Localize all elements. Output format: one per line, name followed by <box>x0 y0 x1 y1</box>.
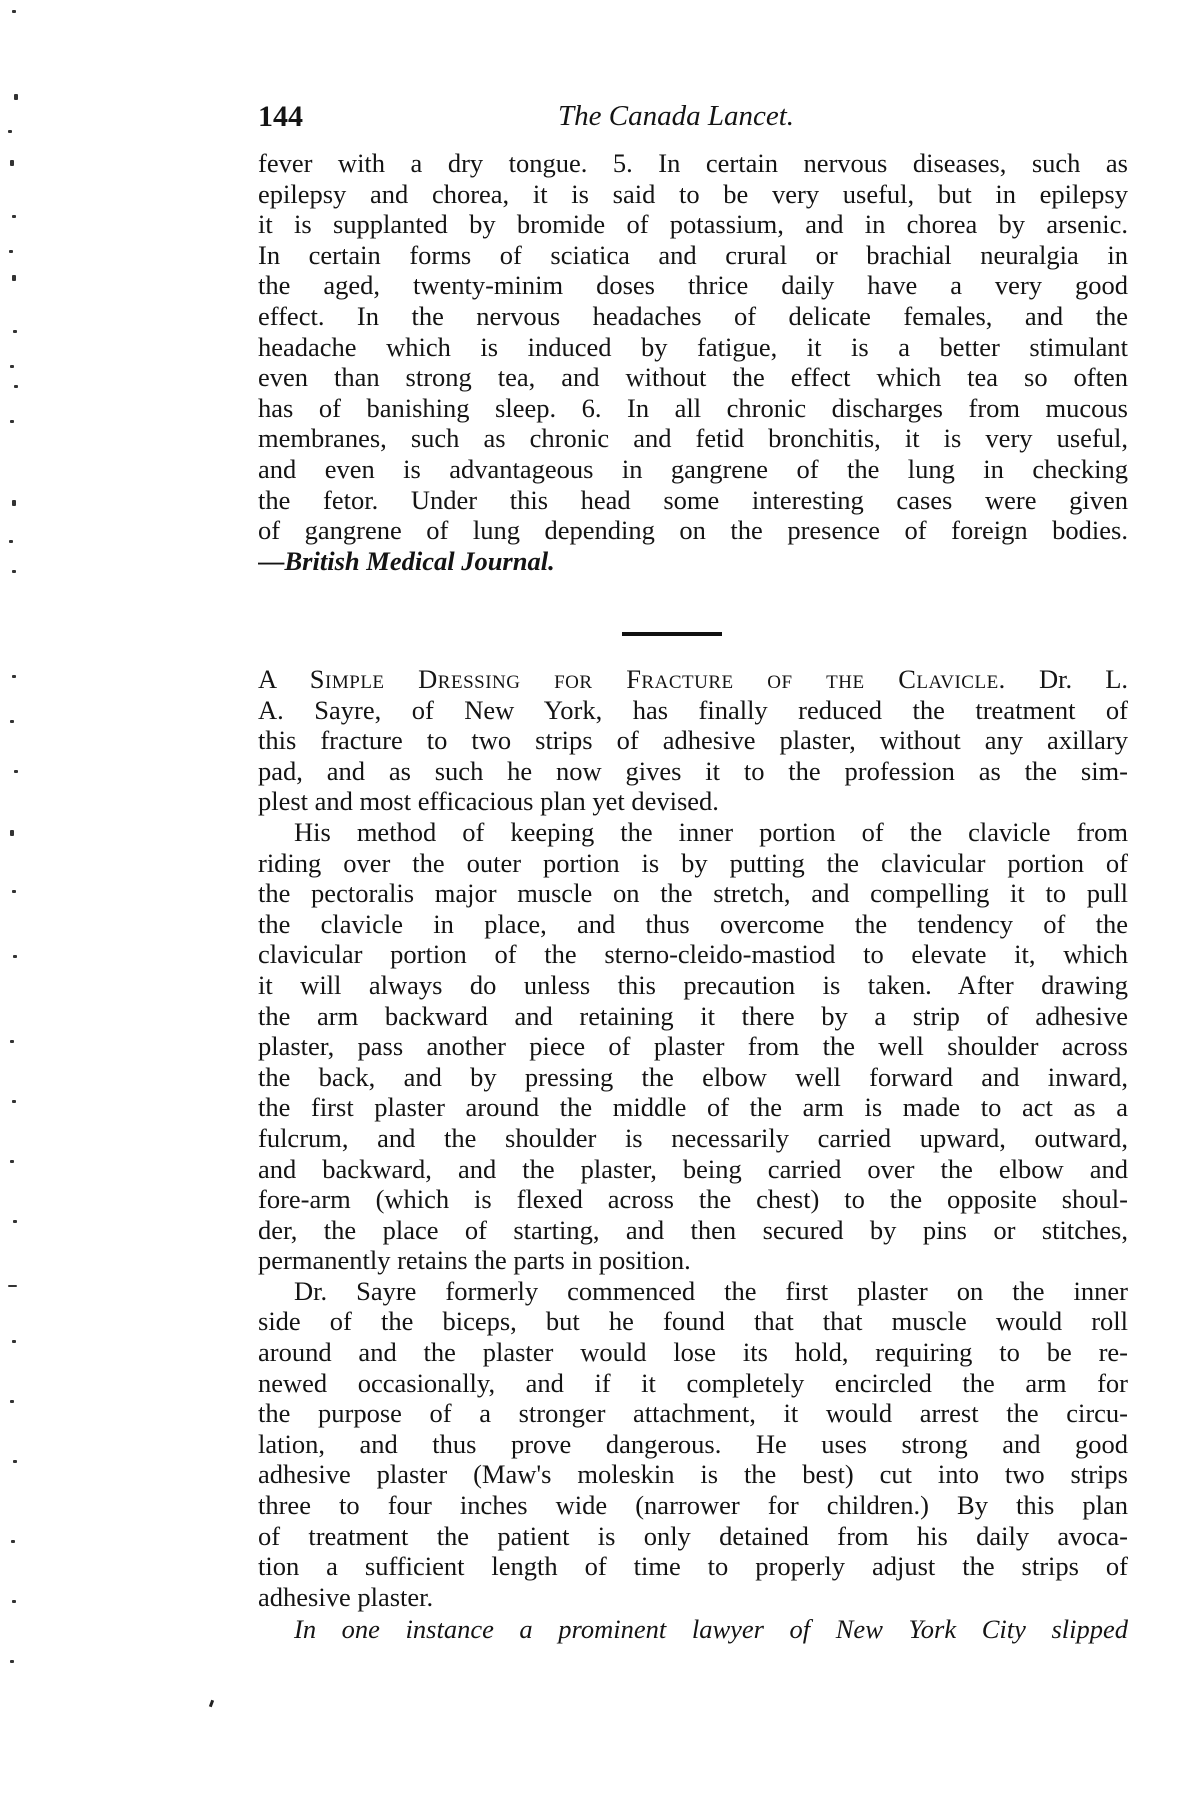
body-line: the first plaster around the middle of the arm is made to act as a <box>258 1092 1128 1123</box>
speck <box>14 94 18 100</box>
speck <box>11 1540 15 1543</box>
body-line: In one instance a prominent lawyer of New York City slipped <box>294 1614 1128 1645</box>
page-header <box>258 100 1128 140</box>
speck <box>13 1220 17 1223</box>
body-line: plaster, pass another piece of plaster from the well shoulder across <box>258 1031 1128 1062</box>
body-line: riding over the outer portion is by putting the clavicular portion of <box>258 847 1128 878</box>
top-section <box>258 148 1128 576</box>
body-line: newed occasionally, and if it completely encircled the arm for <box>258 1367 1128 1398</box>
article <box>258 664 1128 1645</box>
body-line: side of the biceps, but he found that that muscle would roll <box>258 1306 1128 1337</box>
body-line: the arm backward and retaining it there by a strip of adhesive <box>258 1000 1128 1031</box>
speck <box>12 500 16 506</box>
section-divider <box>622 632 722 636</box>
speck <box>12 275 16 281</box>
body-line: His method of keeping the inner portion of the clavicle from <box>294 816 1128 847</box>
body-line: has of banishing sleep. 6. In all chronic discharges from mucous <box>258 392 1128 423</box>
body-line: clavicular portion of the sterno-cleido-mastiod to elevate it, which <box>258 939 1128 970</box>
body-line: A. Sayre, of New York, has finally reduced the treatment of <box>258 694 1128 725</box>
body-line: it will always do unless this precaution is taken. After drawing <box>258 969 1128 1000</box>
speck <box>14 770 18 773</box>
speck <box>13 955 17 958</box>
article-title: A Simple Dressing for Fracture of the Clavicle. <box>258 664 1006 694</box>
body-line: the pectoralis major muscle on the stretch, and compelling it to pull <box>258 878 1128 909</box>
speck <box>12 1340 16 1343</box>
body-line: around and the plaster would lose its hold, requiring to be re- <box>258 1337 1128 1368</box>
speck <box>12 1100 16 1103</box>
body-line: the clavicle in place, and thus overcome the tendency of the <box>258 908 1128 939</box>
speck <box>8 1285 17 1287</box>
body-line: and even is advantageous in gangrene of the lung in checking <box>258 453 1128 484</box>
page-number: 144 <box>258 100 303 133</box>
body-line: headache which is induced by fatigue, it is a better stimulant <box>258 331 1128 362</box>
speck <box>12 1600 16 1603</box>
body-line: adhesive plaster. <box>258 1581 434 1612</box>
running-title: The Canada Lancet. <box>558 100 795 132</box>
body-line: permanently retains the parts in position. <box>258 1245 691 1276</box>
speck <box>9 540 13 543</box>
body-line: adhesive plaster (Maw's moleskin is the best) cut into two strips <box>258 1459 1128 1490</box>
body-line: three to four inches wide (narrower for children.) By this plan <box>258 1490 1128 1521</box>
speck <box>10 365 14 368</box>
speck <box>12 675 16 678</box>
body-line: Dr. L. <box>1005 664 1128 694</box>
speck <box>10 1040 14 1043</box>
article-first-line <box>258 664 1128 695</box>
body-line: the fetor. Under this head some interesting cases were given <box>258 484 1128 515</box>
speck <box>12 890 16 893</box>
speck <box>10 830 14 836</box>
body-line: it is supplanted by bromide of potassium, and in chorea by arsenic. <box>258 209 1128 240</box>
body-line: fever with a dry tongue. 5. In certain nervous diseases, such as <box>258 148 1128 178</box>
speck <box>10 1660 14 1663</box>
body-line: and backward, and the plaster, being carried over the elbow and <box>258 1153 1128 1184</box>
speck <box>8 130 12 133</box>
body-line: effect. In the nervous headaches of delicate females, and the <box>258 300 1128 331</box>
margin-specks <box>0 0 30 1794</box>
body-line: plest and most efficacious plan yet devised. <box>258 786 719 817</box>
body-line: epilepsy and chorea, it is said to be very useful, but in epilepsy <box>258 178 1128 209</box>
body-line: fulcrum, and the shoulder is necessarily carried upward, outward, <box>258 1122 1128 1153</box>
body-line: this fracture to two strips of adhesive plaster, without any axillary <box>258 725 1128 756</box>
body-line: even than strong tea, and without the effect which tea so often <box>258 362 1128 393</box>
body-line: fore-arm (which is flexed across the chest) to the opposite shoul- <box>258 1184 1128 1215</box>
speck <box>14 385 18 388</box>
speck <box>9 250 13 253</box>
body-line: membranes, such as chronic and fetid bronchitis, it is very useful, <box>258 423 1128 454</box>
body-line: der, the place of starting, and then secured by pins or stitches, <box>258 1214 1128 1245</box>
speck <box>10 420 14 423</box>
speck <box>12 570 16 573</box>
body-line: of treatment the patient is only detained from his daily avoca- <box>258 1520 1128 1551</box>
body-line: In certain forms of sciatica and crural or brachial neuralgia in <box>258 239 1128 270</box>
speck <box>10 720 14 723</box>
body-line: Dr. Sayre formerly commenced the first plaster on the inner <box>294 1275 1128 1306</box>
body-line: the back, and by pressing the elbow well forward and inward, <box>258 1061 1128 1092</box>
speck <box>10 1400 14 1403</box>
ink-speck <box>209 1700 214 1708</box>
body-line: pad, and as such he now gives it to the profession as the sim- <box>258 755 1128 786</box>
source-citation: —British Medical Journal. <box>258 545 555 576</box>
speck <box>12 10 16 13</box>
body-line: the aged, twenty-minim doses thrice daily have a very good <box>258 270 1128 301</box>
body-line: tion a sufficient length of time to properly adjust the strips of <box>258 1551 1128 1582</box>
body-line: the purpose of a stronger attachment, it would arrest the circu- <box>258 1398 1128 1429</box>
speck <box>12 215 16 218</box>
speck <box>10 1160 14 1163</box>
body-line: of gangrene of lung depending on the presence of foreign bodies. <box>258 515 1128 546</box>
body-line: lation, and thus prove dangerous. He uses strong and good <box>258 1428 1128 1459</box>
speck <box>13 330 17 333</box>
speck <box>10 160 14 166</box>
speck <box>13 1460 17 1463</box>
